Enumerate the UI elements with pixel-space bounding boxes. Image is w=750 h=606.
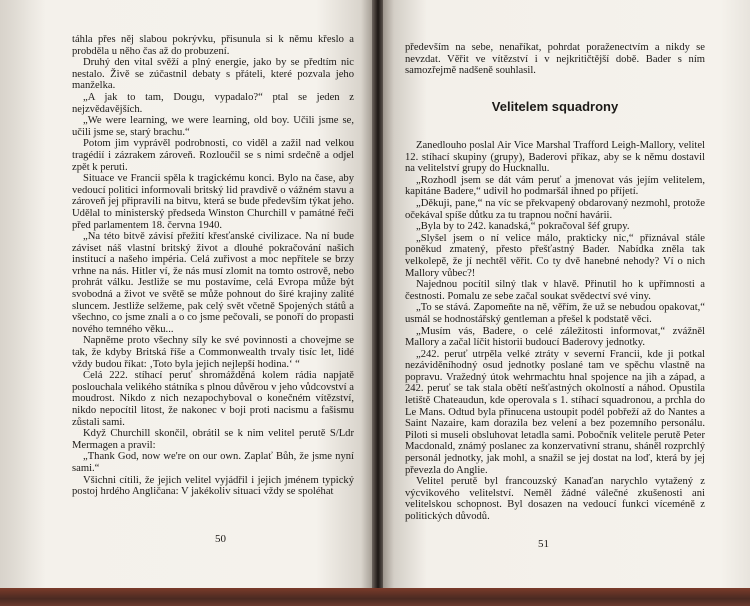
paragraph: Když Churchill skončil, obrátil se k nim velitel perutě S/Ldr Mermagen a pravil: [72, 428, 354, 451]
page-number: 51 [538, 538, 549, 550]
book-cover-edge [0, 588, 750, 606]
paragraph: „Thank God, now we're on our own. Zaplať Bůh, že jsme nyní sami.“ [72, 451, 354, 474]
paragraph: Zanedlouho poslal Air Vice Marshal Trafford Leigh-Mallory, velitel 12. stíhací skupiny (grupy), Baderovi příkaz, aby se k němu dostavil na velitelství grupy do Hucknallu. [405, 140, 705, 175]
paragraph: „A jak to tam, Dougu, vypadalo?“ ptal se jeden z nejzvědavějších. [72, 91, 354, 115]
paragraph: „To se stává. Zapomeňte na ně, věřím, že už se nebudou opakovat,“ usmál se hodnostářský gentleman a přešel k podstatě věci. [405, 302, 705, 325]
left-page [0, 0, 372, 606]
paragraph: Napněme proto všechny síly ke své povinnosti a chovejme se tak, že kdyby Britská říše a Commonwealth trvaly tisíc let, lidé vždy budou říkat: ‚Toto byla jejich nejlepší hodina.‘ “ [72, 335, 354, 370]
paragraph: „Děkuji, pane,“ na víc se překvapený obdarovaný nezmohl, protože očekával spíše důtku za tu trapnou noční havárii. [405, 197, 705, 221]
right-page-top-text [405, 42, 705, 77]
page-number: 50 [215, 533, 226, 545]
paragraph: Všichni cítili, že jejich velitel vyjádřil i jejich jménem typický postoj hrdého Angličana: V jakékoliv situaci vždy se spoléhat [72, 474, 354, 498]
paragraph: Celá 222. stíhací peruť shromážděná kolem rádia napjatě poslouchala velikého státníka s plnou důvěrou v jeho vůdcovství a moudrost. Nikdo z nich nezapochyboval o konečném vítězství, nikdo nepocítil litost, že nakonec v boji proti nacismu a fašismu zůstali sami. [72, 370, 354, 428]
paragraph: „Byla by to 242. kanadská,“ pokračoval šéf grupy. [416, 221, 630, 233]
paragraph: Situace ve Francii spěla k tragickému konci. Bylo na čase, aby vedoucí politici informovali britský lid pravdivě o vážném stavu a zároveň jej připravili na bitvu, která se bude především týkat jeho. Udělal to ministerský předseda Winston Churchill v památné řeči před parlamentem 18. června 1940. [72, 173, 354, 231]
paragraph: táhla přes něj slabou pokrývku, přisunula si k němu křeslo a probděla u něho čas až do probuzení. [72, 34, 354, 57]
chapter-title: Velitelem squadrony [491, 99, 619, 114]
right-page-text [405, 140, 705, 523]
paragraph: „Na této bitvě závisí přežití křesťanské civilizace. Na ní bude záviset náš vlastní britský život a dlouhé pokračování našich institucí a našeho impéria. Celá zuřivost a moc nepřítele se brzy vrhne na nás. Hitler ví, že nás musí zlomit na tomto ostrově, nebo prohrát válku. Jestliže se mu postavíme, celá Evropa může být svobodná a život ve světě se může pohnout do širé krajiny zalité sluncem. Jestliže selžeme, pak celý svět včetně Spojených států a všechno, co jsme znali a o co jsme pečovali, se ponoří do propasti nového temného věku... [72, 231, 354, 335]
paragraph: především na sebe, nenaříkat, pohrdat poraženectvím a nikdy se nevzdat. Věřit ve vítězství i v nejkritičtější době. Bader s ním samozřejmě nadšeně souhlasil. [405, 42, 705, 77]
right-page [383, 0, 750, 606]
book-gutter [372, 0, 383, 606]
paragraph: Potom jim vyprávěl podrobnosti, co viděl a zažil nad velkou tragédií i zázrakem zároveň. Rozloučil se s nimi srdečně a odjel zpět k peruti. [72, 138, 354, 173]
left-page-text [72, 34, 354, 498]
paragraph: Druhý den vital svěží a plný energie, jako by se předtím nic nestalo. Živě se zúčastnil debaty s přáteli, které pozvala jeho manželka. [72, 57, 354, 92]
paragraph: „242. peruť utrpěla velké ztráty v severní Francii, kde ji potkal nezáviděníhodný osud jednotky poslané tam ve spěchu vlastně na popravu. Vražedný útok wehrmachtu hnal spojence na jih a západ, a 242. peruť se tak stala obětí nešťastných okolností a náhod. Opustila letiště Chateaudun, kde operovala s 1. stíhací squadronou, a prchla do Le Mans. Odtud byla přinucena ustoupit podél pobřeží až do Nantes a Saint Nazaire, kam dorazila bez velení a bez pozemního personálu. Piloti si museli obsluhovat letadla sami. Pobočník velitele perutě Peter Macdonald, známý poslanec za konzervativní stranu, sháněl rozprchlý personál jednotky, jak mohl, a snažil se jej dostat na loď, která by jej převezla do Anglie. [405, 348, 705, 476]
page-shadow [0, 0, 46, 606]
paragraph: „We were learning, we were learning, old boy. Učili jsme se, učili jsme se, starý brachu.“ [72, 115, 354, 138]
paragraph: „Musím vás, Badere, o celé záležitosti informovat,“ zvážněl Mallory a začal líčit historii budoucí Baderovy jednotky. [405, 325, 705, 349]
paragraph: „Rozhodl jsem se dát vám peruť a jmenovat vás jejím velitelem, kapitáne Badere,“ udivil ho podmaršál ihned po příjetí. [405, 174, 705, 198]
paragraph: Velitel perutě byl francouzský Kanaďan narychlo vytažený z výcvikového velitelství. Neměl žádné válečné zkušenosti ani velitelskou schopnost. Byl dosazen na vedoucí funkci víceméně z politických důvodů. [405, 476, 705, 522]
paragraph: „Slyšel jsem o ní velice málo, prakticky nic,“ přiznával stále poněkud zmatený, přesto přešťastný Bader. Nabídka zněla tak velkolepě, že jí nechtěl věřit. Co ty dvě hanebné nehody? Ví o nich Mallory vůbec?! [405, 232, 705, 279]
paragraph: Najednou pocítil silný tlak v hlavě. Přinutil ho k upřímnosti a čestnosti. Pomalu ze sebe začal soukat svědectví své viny. [405, 279, 705, 302]
